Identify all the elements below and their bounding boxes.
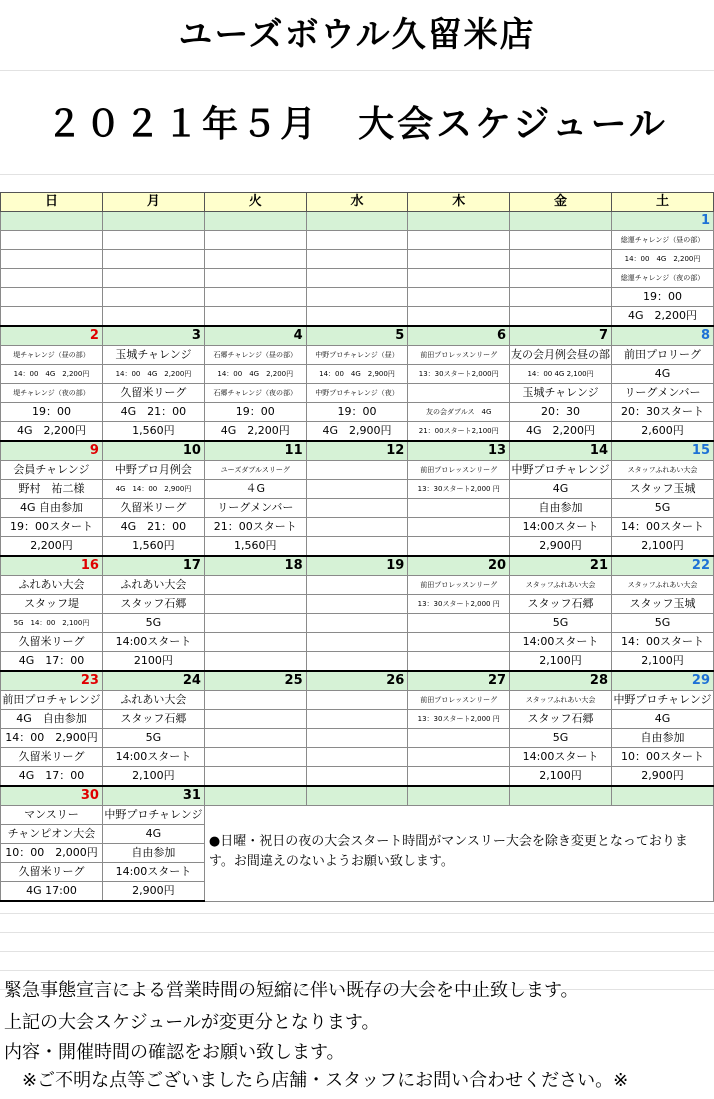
event-cell: 21：00スタート2,100円 [408,422,510,442]
event-cell: ふれあい大会 [102,691,204,710]
event-row [1,595,714,614]
event-cell: 14：00 2,900円 [1,729,103,748]
event-cell: 総運チャレンジ（夜の部） [612,269,714,288]
event-cell [204,691,306,710]
event-row [1,691,714,710]
event-cell: 中野プロチャレンジ [510,461,612,480]
event-cell [204,633,306,652]
weekday-header: 日 [1,193,103,212]
event-cell [102,269,204,288]
date-cell: 4 [204,326,306,346]
event-cell: 自由参加 [102,844,204,863]
event-cell: 2,100円 [102,767,204,787]
date-row [1,671,714,691]
event-row [1,537,714,557]
event-row [1,461,714,480]
event-row [1,269,714,288]
event-cell: 中野プロチャレンジ（夜） [306,384,408,403]
event-cell: 中野プロチャレンジ [102,806,204,825]
event-row [1,633,714,652]
event-cell [306,748,408,767]
event-row [1,518,714,537]
event-cell: 5G [612,499,714,518]
event-cell: 14:00スタート [510,748,612,767]
weekday-header: 土 [612,193,714,212]
event-cell: 2,200円 [1,537,103,557]
event-cell: 4G 21：00 [102,403,204,422]
event-cell: 4G [510,480,612,499]
event-cell [1,231,103,250]
event-cell [408,250,510,269]
event-row [1,403,714,422]
event-cell: 2,900円 [102,882,204,902]
event-cell: 久留米リーグ [102,499,204,518]
event-cell: 14：00スタート [612,633,714,652]
event-cell [408,729,510,748]
event-cell: 自由参加 [510,499,612,518]
event-cell: 玉城チャレンジ [102,346,204,365]
event-cell [102,231,204,250]
date-row [1,556,714,576]
event-cell: スタッフ石郷 [510,595,612,614]
event-row [1,422,714,442]
event-row [1,614,714,633]
event-cell [306,710,408,729]
event-cell [1,288,103,307]
event-cell: 14:00スタート [510,633,612,652]
event-cell [408,652,510,672]
event-cell [408,767,510,787]
date-cell: 5 [306,326,408,346]
event-row [1,729,714,748]
footer-notice-2: 上記の大会スケジュールが変更分となります。 [4,1012,380,1033]
date-cell [408,212,510,231]
event-cell: 20：30スタート [612,403,714,422]
event-row [1,576,714,595]
event-cell [204,614,306,633]
event-row [1,652,714,672]
event-cell [204,595,306,614]
event-row [1,346,714,365]
event-cell: 4G 17：00 [1,652,103,672]
date-row [1,326,714,346]
event-cell: ４G [204,480,306,499]
event-cell [408,288,510,307]
event-cell [510,269,612,288]
footer-notice-4: ※ご不明な点等ございましたら店舗・スタッフにお問い合わせください。※ [22,1070,629,1091]
date-cell: 18 [204,556,306,576]
event-cell [306,231,408,250]
event-cell [204,576,306,595]
event-cell [408,537,510,557]
event-cell: 14：00スタート [612,518,714,537]
event-cell: 10：00 2,000円 [1,844,103,863]
event-cell [306,499,408,518]
event-cell: 玉城チャレンジ [510,384,612,403]
event-cell [306,614,408,633]
event-cell: スタッフ堤 [1,595,103,614]
event-cell: 14：00 4G 2,200円 [204,365,306,384]
date-cell: 15 [612,441,714,461]
event-cell [306,729,408,748]
event-cell [204,710,306,729]
event-cell: 5G [102,729,204,748]
event-cell: 14：00 4G 2,200円 [1,365,103,384]
event-cell [204,767,306,787]
event-cell: 4G 2,900円 [306,422,408,442]
event-cell: リーグメンバー [204,499,306,518]
event-cell [408,307,510,327]
event-cell: 13：30スタート2,000 円 [408,710,510,729]
event-cell: 堤チャレンジ（昼の部） [1,346,103,365]
event-cell [408,633,510,652]
event-cell [306,250,408,269]
event-cell: 2,900円 [510,537,612,557]
event-cell: 14:00スタート [510,518,612,537]
event-cell: 21：00スタート [204,518,306,537]
event-cell: 4G 17：00 [1,767,103,787]
date-cell: 19 [306,556,408,576]
event-cell: スタッフ石郷 [102,595,204,614]
event-cell: 5G [510,729,612,748]
date-cell: 31 [102,786,204,806]
event-cell: 19：00 [306,403,408,422]
divider [0,174,714,175]
event-cell: 前田プロレッスンリーグ [408,576,510,595]
event-cell [306,480,408,499]
event-cell: スタッフ玉城 [612,595,714,614]
event-cell [1,250,103,269]
event-cell: 4G 2,200円 [510,422,612,442]
event-cell: 2,900円 [612,767,714,787]
event-row [1,806,714,825]
event-cell [306,518,408,537]
date-cell [408,786,510,806]
date-cell: 30 [1,786,103,806]
event-cell: スタッフ石郷 [102,710,204,729]
weekday-header: 木 [408,193,510,212]
date-cell: 7 [510,326,612,346]
date-row [1,786,714,806]
event-cell: スタッフ玉城 [612,480,714,499]
event-cell: 中野プロチャレンジ [612,691,714,710]
event-cell: 19：00 [612,288,714,307]
event-cell: 14：00 4G 2,900円 [306,365,408,384]
event-cell: スタッフふれあい大会 [612,576,714,595]
event-cell: 4G 自由参加 [1,710,103,729]
event-cell: ユーズダブルスリーグ [204,461,306,480]
date-row [1,441,714,461]
event-cell: 14：00 4G 2,200円 [102,365,204,384]
event-cell: 久留米リーグ [1,633,103,652]
event-cell: 自由参加 [612,729,714,748]
date-cell [306,212,408,231]
event-row [1,710,714,729]
date-cell: 28 [510,671,612,691]
date-cell [612,786,714,806]
date-cell [510,786,612,806]
event-row [1,365,714,384]
date-cell: 16 [1,556,103,576]
event-cell: 13：30スタート2,000 円 [408,480,510,499]
event-cell [204,748,306,767]
date-cell: 20 [408,556,510,576]
event-cell: スタッフ石郷 [510,710,612,729]
weekday-header: 金 [510,193,612,212]
date-cell [204,212,306,231]
event-row [1,480,714,499]
event-cell [204,269,306,288]
event-cell [306,595,408,614]
event-cell: 4G 17:00 [1,882,103,902]
event-cell: 久留米リーグ [1,748,103,767]
event-cell [510,250,612,269]
event-cell [204,231,306,250]
event-row [1,499,714,518]
event-cell: 14:00スタート [102,633,204,652]
event-cell: 久留米リーグ [1,863,103,882]
event-cell [306,652,408,672]
event-cell [306,576,408,595]
event-cell: 5G [612,614,714,633]
event-row [1,307,714,327]
event-row [1,767,714,787]
event-cell: 会員チャレンジ [1,461,103,480]
date-cell [102,212,204,231]
event-row [1,250,714,269]
event-cell [306,537,408,557]
date-cell: 1 [612,212,714,231]
date-cell: 29 [612,671,714,691]
weekday-header: 水 [306,193,408,212]
event-cell: 4G 2,200円 [204,422,306,442]
event-cell: 19：00 [1,403,103,422]
date-cell [306,786,408,806]
event-cell: ふれあい大会 [102,576,204,595]
date-cell: 10 [102,441,204,461]
event-row [1,384,714,403]
date-cell: 17 [102,556,204,576]
event-cell: 4G [612,710,714,729]
date-row [1,212,714,231]
schedule-calendar [0,192,714,902]
store-name: ユーズボウル久留米店 [178,15,536,55]
date-cell: 14 [510,441,612,461]
event-cell [408,518,510,537]
footer-notice-3: 内容・開催時間の確認をお願い致します。 [4,1042,345,1063]
date-cell: 13 [408,441,510,461]
event-cell: 14:00スタート [102,863,204,882]
event-cell [306,288,408,307]
date-cell: 6 [408,326,510,346]
event-row [1,288,714,307]
event-cell: 14：00 4G 2,200円 [612,250,714,269]
date-cell: 24 [102,671,204,691]
date-cell [1,212,103,231]
event-cell: 前田プロレッスンリーグ [408,461,510,480]
date-cell: 27 [408,671,510,691]
event-cell: 2,100円 [612,652,714,672]
weekday-header: 月 [102,193,204,212]
date-cell: 26 [306,671,408,691]
event-cell: 1,560円 [102,422,204,442]
event-cell [102,307,204,327]
schedule-title: ２０２１年５月 大会スケジュール [46,104,668,145]
weekday-header-row [1,193,714,212]
event-cell: マンスリー [1,806,103,825]
event-cell [408,384,510,403]
event-cell [510,307,612,327]
event-cell: 久留米リーグ [102,384,204,403]
event-cell [204,288,306,307]
event-cell: 4G 自由参加 [1,499,103,518]
event-cell [204,250,306,269]
event-cell: 14：00 4G 2,100円 [510,365,612,384]
event-cell: 1,560円 [204,537,306,557]
event-cell [1,307,103,327]
weekday-header: 火 [204,193,306,212]
event-cell: 2100円 [102,652,204,672]
event-cell: 野村 祐二様 [1,480,103,499]
event-cell [408,614,510,633]
event-cell: チャンピオン大会 [1,825,103,844]
event-cell [306,461,408,480]
event-cell: 1,560円 [102,537,204,557]
event-cell: 堤チャレンジ（夜の部） [1,384,103,403]
event-cell: 前田プロリーグ [612,346,714,365]
event-cell: 4G 21：00 [102,518,204,537]
date-cell: 2 [1,326,103,346]
date-cell [204,786,306,806]
event-cell: スタッフふれあい大会 [510,691,612,710]
event-cell: 19：00 [204,403,306,422]
event-cell: 13：30スタート2,000円 [408,365,510,384]
date-cell: 11 [204,441,306,461]
event-cell [102,250,204,269]
event-cell: 2,600円 [612,422,714,442]
event-cell: ふれあい大会 [1,576,103,595]
event-cell: 20：30 [510,403,612,422]
event-cell: 2,100円 [612,537,714,557]
event-row [1,231,714,250]
event-cell [408,231,510,250]
event-cell: 14:00スタート [102,748,204,767]
event-cell: 4G 14：00 2,900円 [102,480,204,499]
event-cell [408,269,510,288]
event-cell: スタッフふれあい大会 [510,576,612,595]
date-cell: 12 [306,441,408,461]
schedule-note: ●日曜・祝日の夜の大会スタート時間がマンスリー大会を除き変更となっております。お間違えのないようお願い致します。 [204,806,713,902]
event-cell: 13：30スタート2,000 円 [408,595,510,614]
event-cell: 19：00スタート [1,518,103,537]
event-cell: 前田プロチャレンジ [1,691,103,710]
event-cell: 5G [102,614,204,633]
event-cell [408,748,510,767]
event-cell: 4G [612,365,714,384]
event-cell: 友の会ダブルス 4G [408,403,510,422]
event-cell: 中野プロ月例会 [102,461,204,480]
event-row [1,748,714,767]
event-cell: リーグメンバー [612,384,714,403]
event-cell: 中野プロチャレンジ（昼） [306,346,408,365]
event-cell: 石郷チャレンジ（夜の部） [204,384,306,403]
footer-notice-1: 緊急事態宣言による営業時間の短縮に伴い既存の大会を中止致します。 [4,980,579,1001]
event-cell [306,269,408,288]
event-cell [306,691,408,710]
event-cell: 10：00スタート [612,748,714,767]
date-cell: 23 [1,671,103,691]
event-cell: 前田プロレッスンリーグ [408,691,510,710]
event-cell: 4G [102,825,204,844]
date-cell: 3 [102,326,204,346]
event-cell: 4G 2,200円 [612,307,714,327]
date-cell: 9 [1,441,103,461]
event-cell: 総運チャレンジ（昼の部） [612,231,714,250]
event-cell: 石郷チャレンジ（昼の部） [204,346,306,365]
event-cell: 5G [510,614,612,633]
event-cell: 4G 2,200円 [1,422,103,442]
event-cell [306,633,408,652]
event-cell [204,652,306,672]
event-cell: 前田プロレッスンリーグ [408,346,510,365]
event-cell: 5G 14：00 2,100円 [1,614,103,633]
event-cell: 2,100円 [510,767,612,787]
date-cell: 8 [612,326,714,346]
event-cell [306,767,408,787]
event-cell [204,307,306,327]
event-cell [102,288,204,307]
date-cell: 21 [510,556,612,576]
event-cell [306,307,408,327]
event-cell [408,499,510,518]
event-cell [1,269,103,288]
event-cell [204,729,306,748]
event-cell [510,231,612,250]
date-cell [510,212,612,231]
event-cell: 友の会月例会昼の部 [510,346,612,365]
event-cell [510,288,612,307]
date-cell: 25 [204,671,306,691]
date-cell: 22 [612,556,714,576]
event-cell: スタッフふれあい大会 [612,461,714,480]
divider [0,70,714,71]
event-cell: 2,100円 [510,652,612,672]
